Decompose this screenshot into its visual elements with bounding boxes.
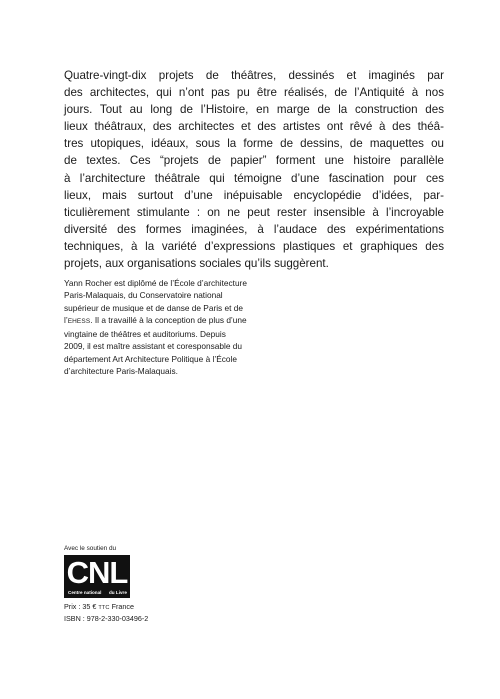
blurb-line: jours. Tout au long de l’Histoire, en marge de la construction des — [64, 103, 444, 117]
bio-line — [64, 314, 304, 328]
bio-line-suffix: . Il a travaillé à la conception de plus d’une — [90, 314, 247, 325]
bio-line: département Art Architecture Politique à l’École — [64, 353, 237, 364]
bio-line: supérieur de musique et de danse de Paris et de — [64, 302, 243, 313]
blurb-line: tres utopiques, idéaux, sous la forme de dessins, de maquettes ou — [64, 137, 444, 151]
bio-line: d’architecture Paris-Malaquais. — [64, 366, 178, 377]
cnl-logo-letters: CNL — [66, 555, 128, 590]
cnl-logo-icon — [64, 555, 130, 598]
bio-line-prefix: l’ — [64, 314, 68, 325]
blurb-line: à l’architecture théâtrale qui témoigne d’une fascination pour ces — [64, 171, 444, 185]
price-suffix: France — [109, 602, 134, 611]
blurb-line: lieux, mais surtout d’une inépuisable encyclopédie d’idées, par- — [64, 188, 444, 202]
bio-line: Paris-Malaquais, du Conservatoire national — [64, 290, 223, 301]
blurb-line: ticulièrement stimulante : on ne peut rester insensible à l’incroyable — [64, 205, 444, 219]
price-isbn-block — [64, 602, 148, 624]
blurb-line: des architectes, qui n’ont pas pu être réalisés, de l’Antiquité à nos — [64, 86, 444, 100]
bio-line: vingtaine de théâtres et auditoriums. Depuis — [64, 329, 226, 340]
back-cover-blurb — [64, 67, 444, 272]
cnl-logo-line2: du Livre — [109, 590, 127, 595]
blurb-line: de textes. Ces “projets de papier” forment une histoire parallèle — [64, 154, 444, 168]
blurb-line: techniques, à la variété d’expressions plastiques et graphiques des — [64, 239, 444, 253]
blurb-line: lieux théâtraux, des architectes et des artistes ont rêvé à des théâ- — [64, 120, 444, 134]
isbn-line: ISBN : 978-2-330-03496-2 — [64, 613, 149, 623]
price-ttc: TTC — [98, 605, 110, 611]
price-prefix: Prix : 35 € — [64, 602, 99, 611]
blurb-line: Quatre-vingt-dix projets de théâtres, dessinés et imaginés par — [64, 69, 444, 82]
bio-line: Yann Rocher est diplômé de l’École d’architecture — [64, 278, 247, 288]
bio-line: 2009, il est maître assistant et coresponsable du — [64, 341, 243, 352]
support-label: Avec le soutien du — [64, 545, 117, 552]
cnl-logo-line1: Centre national — [68, 590, 102, 595]
price-line — [64, 602, 148, 614]
ehess-acronym: EHESS — [67, 317, 91, 325]
blurb-line: projets, aux organisations sociales qu’ils suggèrent. — [64, 257, 329, 271]
author-bio — [64, 277, 304, 377]
blurb-line: diversité des formes imaginées, à l’audace des expérimentations — [64, 222, 444, 236]
